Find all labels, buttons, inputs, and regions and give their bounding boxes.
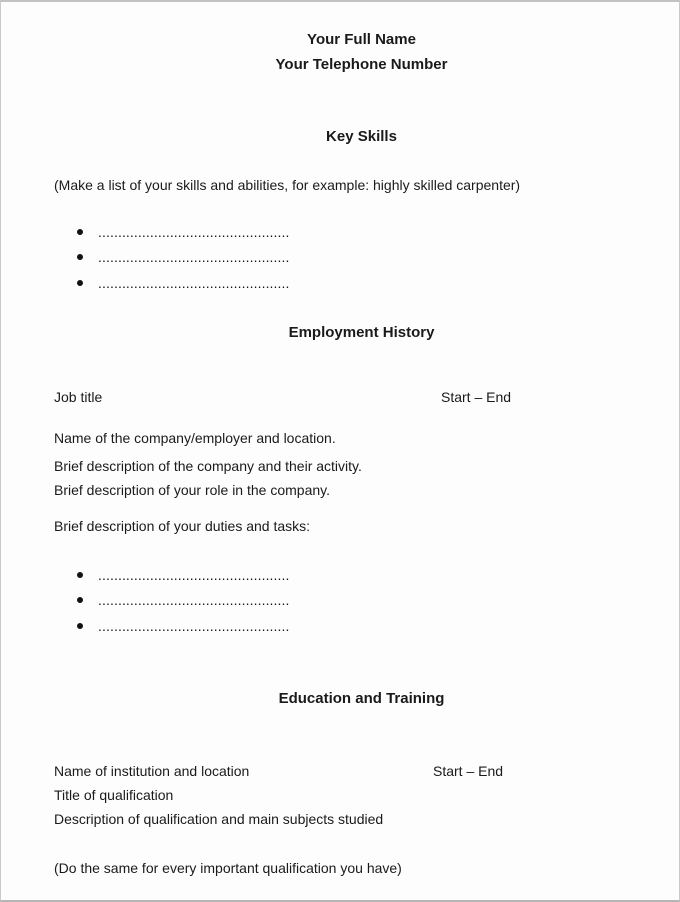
skill-dotted-line: ................................................	[98, 275, 290, 291]
education-training-heading: Education and Training	[278, 690, 445, 707]
institution-label: Name of institution and location	[54, 763, 250, 779]
duty-bullet-item	[77, 562, 290, 588]
duty-bullet-item	[77, 613, 290, 639]
skill-dotted-line: ................................................	[98, 224, 290, 240]
skill-bullet-item	[77, 244, 290, 270]
bullet-icon	[77, 254, 83, 260]
skill-bullet-item	[77, 270, 290, 296]
duty-dotted-line: ................................................	[98, 592, 290, 608]
skill-bullet-item	[77, 219, 290, 245]
duty-dotted-line: ................................................	[98, 567, 290, 583]
qualification-title: Title of qualification	[54, 787, 174, 803]
education-note: (Do the same for every important qualification you have)	[54, 860, 402, 876]
qualification-description: Description of qualification and main subjects studied	[54, 811, 384, 827]
telephone-placeholder: Your Telephone Number	[275, 56, 448, 73]
employment-date-range: Start – End	[441, 389, 512, 405]
education-date-range: Start – End	[433, 763, 504, 779]
bullet-icon	[77, 572, 83, 578]
bullet-icon	[77, 597, 83, 603]
duties-label: Brief description of your duties and tasks:	[54, 518, 311, 534]
job-title-label: Job title	[54, 389, 103, 405]
bullet-icon	[77, 280, 83, 286]
key-skills-hint: (Make a list of your skills and abilities, for example: highly skilled carpenter)	[54, 177, 521, 193]
role-description: Brief description of your role in the company.	[54, 482, 330, 498]
full-name-placeholder: Your Full Name	[307, 31, 416, 48]
company-line: Name of the company/employer and location.	[54, 430, 336, 446]
duty-dotted-line: ................................................	[98, 618, 290, 634]
duty-bullet-item	[77, 587, 290, 613]
bullet-icon	[77, 229, 83, 235]
key-skills-heading: Key Skills	[326, 128, 397, 145]
skill-dotted-line: ................................................	[98, 249, 290, 265]
bullet-icon	[77, 623, 83, 629]
employment-history-heading: Employment History	[288, 324, 435, 341]
company-description: Brief description of the company and their activity.	[54, 458, 362, 474]
